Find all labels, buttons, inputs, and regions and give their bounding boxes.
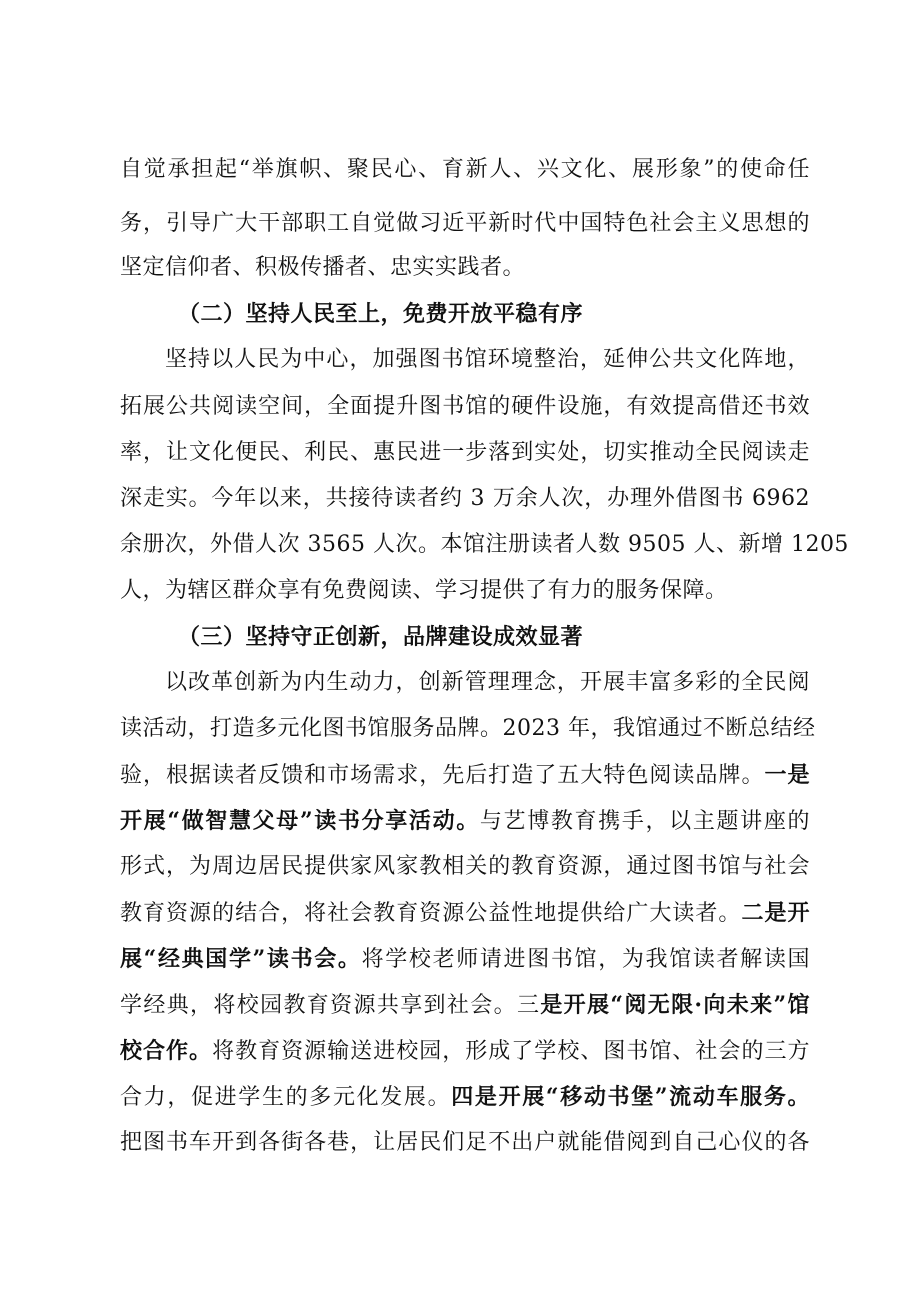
paragraph-line	[120, 990, 810, 1021]
section-heading-3: （三）坚持守正创新，品牌建设成效显著	[178, 624, 584, 650]
line-text: 验，根据读者反馈和市场需求，先后打造了五大特色阅读品牌。	[120, 763, 765, 788]
bold-phrase: 四是开展“移动书堡”流动车服务。	[451, 1084, 810, 1110]
line-text: 将学校老师请进图书馆，为我馆读者解读国	[361, 947, 810, 972]
bold-phrase: 是开展“阅无限·向未来”馆	[540, 992, 810, 1018]
paragraph-line: 人，为辖区群众享有免费阅读、学习提供了有力的服务保障。	[120, 578, 728, 603]
line-text: 将教育资源输送进校园，形成了学校、图书馆、社会的三方	[212, 1039, 810, 1064]
bold-phrase: 开展“做智慧父母”读书分享活动。	[120, 808, 480, 834]
bold-phrase: 一是	[764, 762, 810, 788]
paragraph-line: 深走实。今年以来，共接待读者约 3 万余人次，办理外借图书 6962	[120, 486, 810, 511]
line-text: 教育资源的结合，将社会教育资源公益性地提供给广大读者。	[120, 901, 742, 926]
paragraph-line: 自觉承担起“举旗帜、聚民心、育新人、兴文化、展形象”的使命任	[120, 157, 810, 182]
line-text: 合力，促进学生的多元化发展。	[120, 1085, 452, 1110]
section-heading-2: （二）坚持人民至上，免费开放平稳有序	[178, 301, 584, 327]
bold-phrase: 二是开	[741, 900, 810, 926]
paragraph-line: 把图书车开到各街各巷，让居民们足不出户就能借阅到自己心仪的各	[120, 1130, 810, 1155]
paragraph-line: 拓展公共阅读空间，全面提升图书馆的硬件设施，有效提高借还书效	[120, 394, 810, 419]
bold-phrase: 展“经典国学”读书会。	[120, 946, 362, 972]
paragraph-line: 余册次，外借人次 3565 人次。本馆注册读者人数 9505 人、新增 1205	[120, 532, 849, 557]
paragraph-line: 读活动，打造多元化图书馆服务品牌。2023 年，我馆通过不断总结经	[120, 716, 816, 741]
paragraph-line	[120, 760, 810, 791]
paragraph-line	[120, 1036, 810, 1067]
paragraph-line	[120, 944, 810, 975]
paragraph-line: 务，引导广大干部职工自觉做习近平新时代中国特色社会主义思想的	[120, 211, 810, 236]
paragraph-line	[120, 806, 810, 837]
paragraph-line: 形式，为周边居民提供家风家教相关的教育资源，通过图书馆与社会	[120, 854, 810, 879]
paragraph-line: 率，让文化便民、利民、惠民进一步落到实处，切实推动全民阅读走	[120, 440, 810, 465]
line-text: 与艺博教育携手，以主题讲座的	[479, 809, 810, 834]
line-text: 学经典，将校园教育资源共享到社会。三	[120, 993, 541, 1018]
paragraph-line	[120, 1082, 810, 1113]
paragraph-line	[120, 898, 810, 929]
paragraph-line: 坚定信仰者、积极传播者、忠实实践者。	[120, 255, 526, 280]
paragraph-line: 以改革创新为内生动力，创新管理理念，开展丰富多彩的全民阅	[165, 670, 810, 695]
paragraph-line: 坚持以人民为中心，加强图书馆环境整治，延伸公共文化阵地，	[165, 347, 810, 372]
bold-phrase: 校合作。	[120, 1038, 213, 1064]
